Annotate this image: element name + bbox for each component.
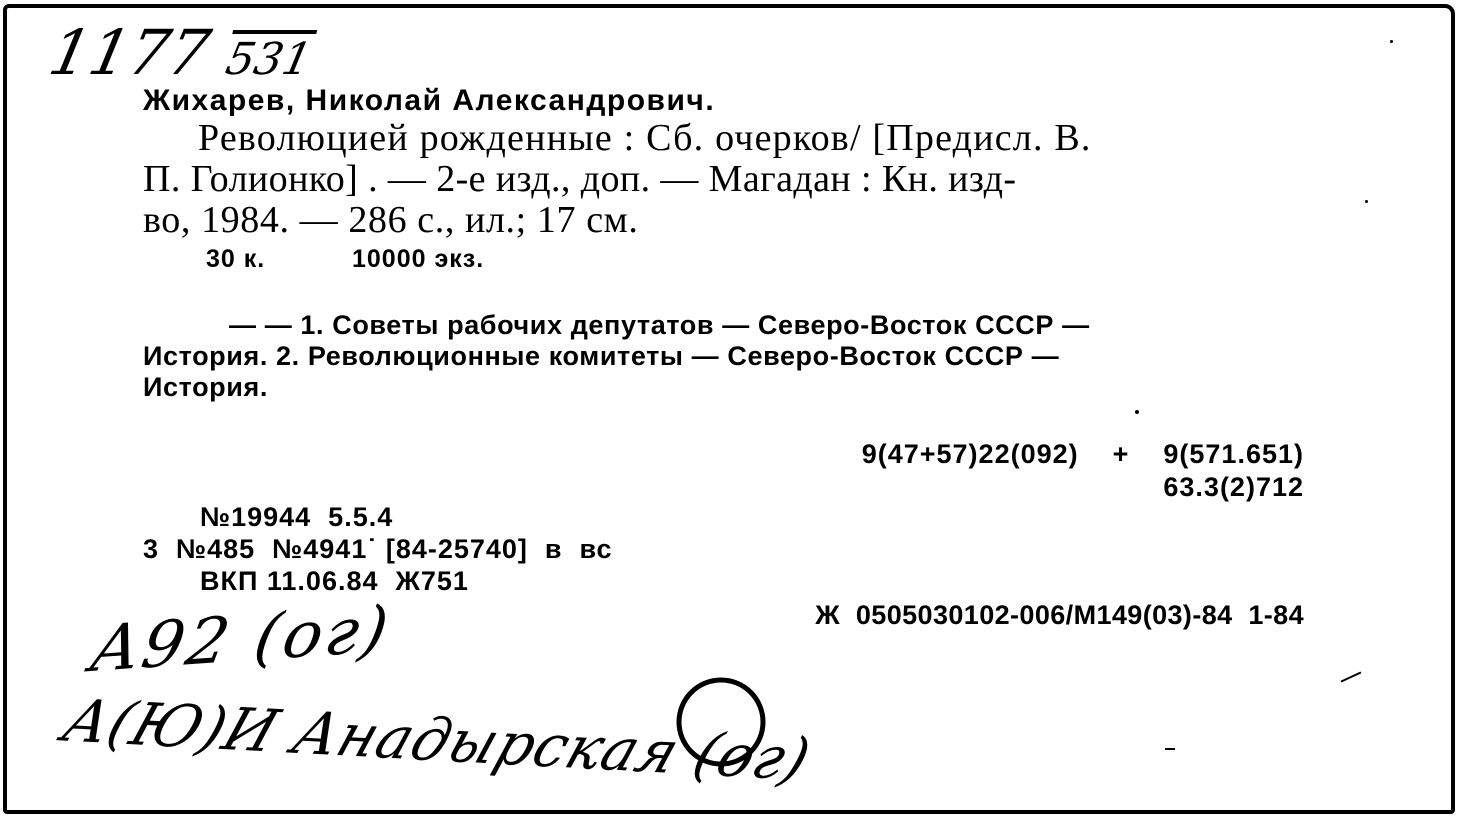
speck [1390, 40, 1393, 43]
record-line: 3 №485 №4941˙ [84-25740] в вс [143, 534, 613, 564]
order-number: №19944 5.5.4 [200, 502, 394, 532]
handwritten-shelf-mark: A92 (ог) [86, 592, 397, 688]
speck [1365, 200, 1368, 203]
speck-stroke [1165, 748, 1175, 750]
classification-code-1: 9(47+57)22(092) + 9(571.651) [861, 439, 1304, 469]
subjects-line-2: История. 2. Революционные комитеты — Северо-Восток СССР — [143, 341, 1060, 371]
title-block [143, 118, 1308, 241]
index-code: Ж 0505030102-006/М149(03)-84 1-84 [815, 600, 1304, 630]
circle-mark [672, 674, 772, 774]
title-line-3: во, 1984. — 286 с., ил.; 17 см. [143, 199, 639, 241]
author-heading: Жихарев, Николай Александрович. [143, 84, 716, 117]
copies: 10000 экз. [352, 245, 485, 273]
handwritten-number-2: 531 [221, 34, 317, 85]
vkp-line: ВКП 11.06.84 Ж751 [200, 566, 469, 596]
handwritten-note: А(Ю)И Анадырская (ог) [54, 686, 820, 794]
subjects-line-3: История. [143, 372, 268, 402]
subjects-line-1: — — 1. Советы рабочих депутатов — Северо-Восток СССР — [229, 310, 1090, 340]
title-line-1: Революцией рожденные : Сб. очерков/ [Предисл. В. [198, 117, 1092, 159]
title-line-2: П. Голионко] . — 2-е изд., доп. — Магадан : Кн. изд- [143, 158, 1017, 200]
speck [1135, 410, 1139, 414]
subjects-block [143, 310, 1090, 403]
price: 30 к. [206, 245, 266, 273]
classification-code-2: 63.3(2)712 [1163, 472, 1304, 502]
handwritten-number: 1177 [43, 16, 217, 89]
